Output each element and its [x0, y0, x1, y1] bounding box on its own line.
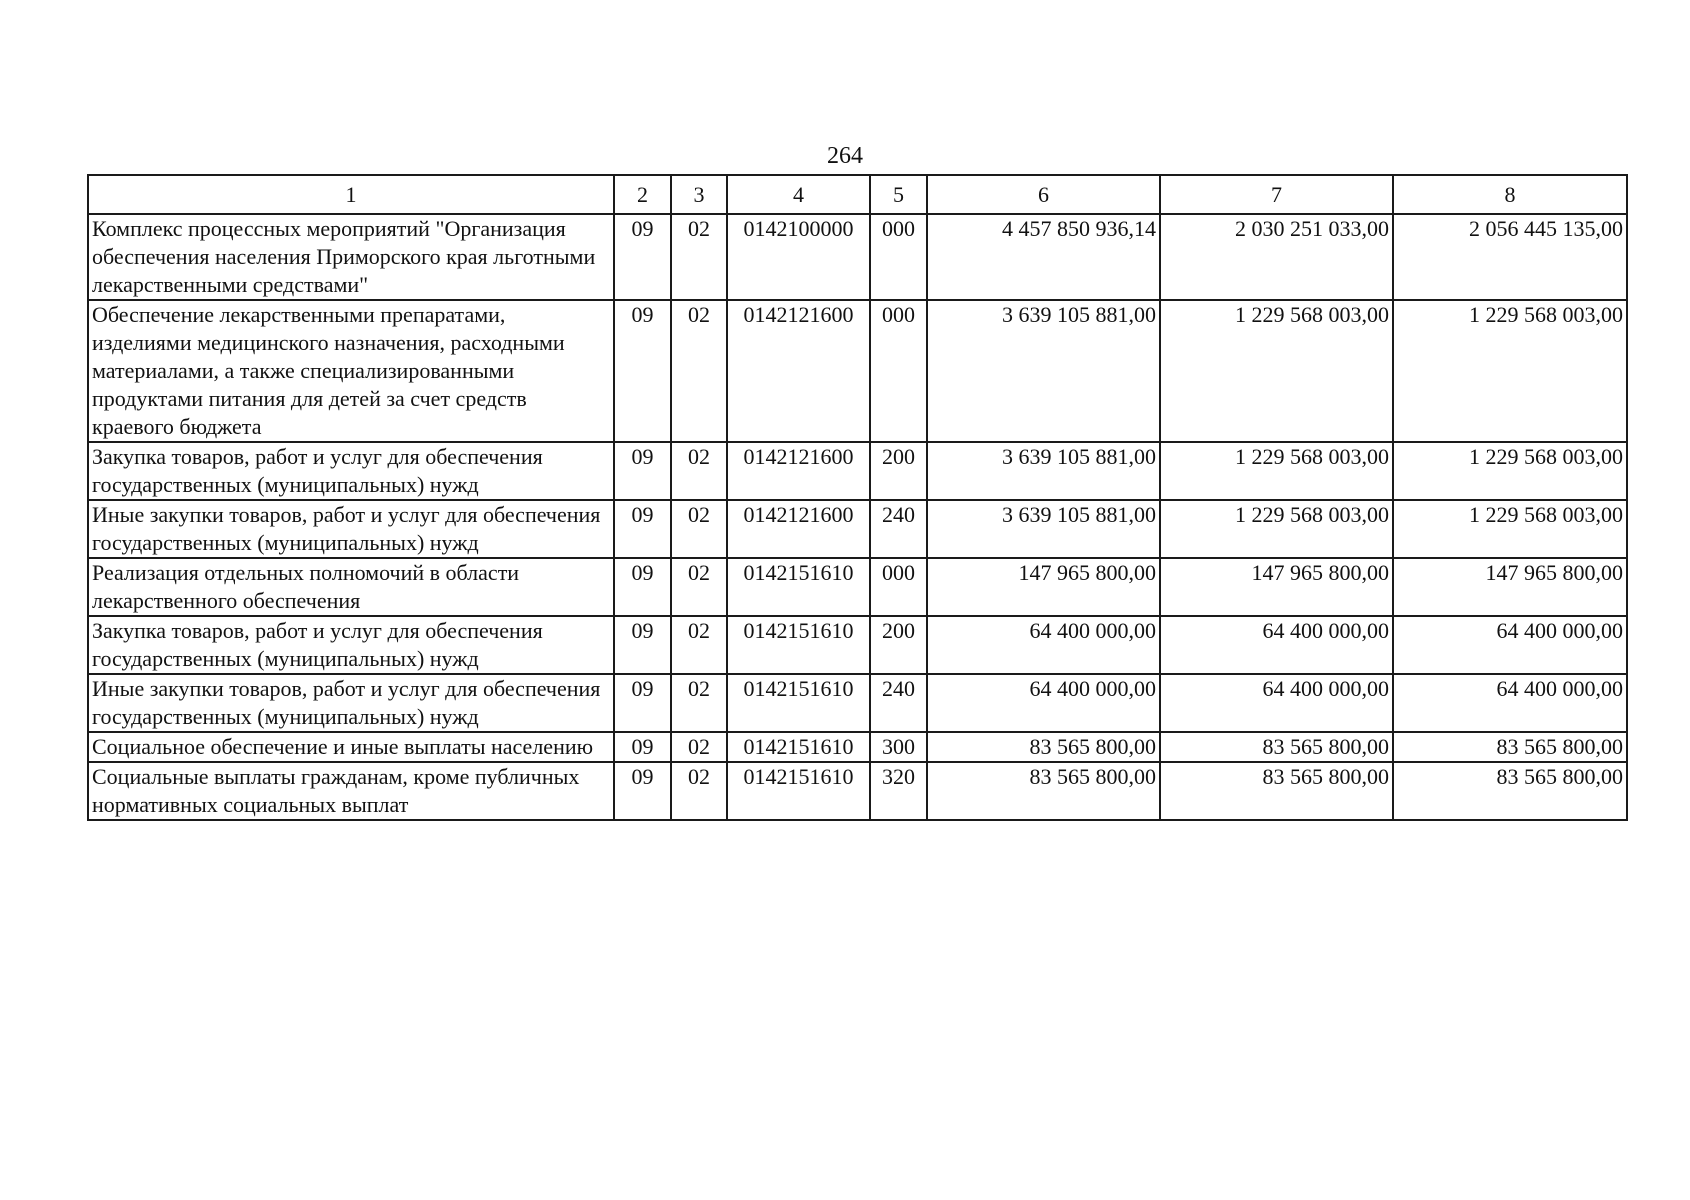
expense-type-code: 320 — [870, 762, 927, 820]
subsection-code: 02 — [671, 558, 727, 616]
subsection-code: 02 — [671, 616, 727, 674]
subsection-code: 02 — [671, 442, 727, 500]
expense-type-code: 000 — [870, 300, 927, 442]
expense-type-code: 240 — [870, 500, 927, 558]
amount-col-6: 64 400 000,00 — [927, 616, 1160, 674]
expense-type-code: 200 — [870, 616, 927, 674]
section-code: 09 — [614, 616, 671, 674]
column-header-4: 4 — [727, 175, 870, 214]
row-description: Иные закупки товаров, работ и услуг для обеспечения государственных (муниципальных) нужд — [88, 674, 614, 732]
table-row — [88, 500, 1627, 558]
amount-col-6: 4 457 850 936,14 — [927, 214, 1160, 300]
table-row — [88, 300, 1627, 442]
amount-col-6: 147 965 800,00 — [927, 558, 1160, 616]
amount-col-7: 64 400 000,00 — [1160, 674, 1393, 732]
row-description: Закупка товаров, работ и услуг для обеспечения государственных (муниципальных) нужд — [88, 616, 614, 674]
section-code: 09 — [614, 732, 671, 762]
expense-type-code: 200 — [870, 442, 927, 500]
column-header-8: 8 — [1393, 175, 1627, 214]
amount-col-7: 83 565 800,00 — [1160, 762, 1393, 820]
target-article-code: 0142151610 — [727, 616, 870, 674]
subsection-code: 02 — [671, 762, 727, 820]
subsection-code: 02 — [671, 300, 727, 442]
amount-col-7: 83 565 800,00 — [1160, 732, 1393, 762]
target-article-code: 0142151610 — [727, 762, 870, 820]
header-row — [88, 175, 1627, 214]
target-article-code: 0142121600 — [727, 442, 870, 500]
table-row — [88, 674, 1627, 732]
section-code: 09 — [614, 500, 671, 558]
amount-col-6: 3 639 105 881,00 — [927, 300, 1160, 442]
amount-col-8: 83 565 800,00 — [1393, 762, 1627, 820]
amount-col-6: 83 565 800,00 — [927, 762, 1160, 820]
section-code: 09 — [614, 214, 671, 300]
row-description: Закупка товаров, работ и услуг для обеспечения государственных (муниципальных) нужд — [88, 442, 614, 500]
table-row — [88, 442, 1627, 500]
amount-col-7: 1 229 568 003,00 — [1160, 500, 1393, 558]
target-article-code: 0142121600 — [727, 300, 870, 442]
expense-type-code: 000 — [870, 558, 927, 616]
target-article-code: 0142100000 — [727, 214, 870, 300]
section-code: 09 — [614, 558, 671, 616]
amount-col-8: 83 565 800,00 — [1393, 732, 1627, 762]
row-description: Иные закупки товаров, работ и услуг для обеспечения государственных (муниципальных) нужд — [88, 500, 614, 558]
table-row — [88, 558, 1627, 616]
amount-col-8: 64 400 000,00 — [1393, 674, 1627, 732]
table-row — [88, 214, 1627, 300]
amount-col-7: 2 030 251 033,00 — [1160, 214, 1393, 300]
column-header-2: 2 — [614, 175, 671, 214]
row-description: Реализация отдельных полномочий в области лекарственного обеспечения — [88, 558, 614, 616]
amount-col-6: 3 639 105 881,00 — [927, 442, 1160, 500]
expense-type-code: 240 — [870, 674, 927, 732]
amount-col-7: 1 229 568 003,00 — [1160, 300, 1393, 442]
amount-col-8: 1 229 568 003,00 — [1393, 442, 1627, 500]
expense-type-code: 300 — [870, 732, 927, 762]
page-number: 264 — [827, 143, 863, 169]
subsection-code: 02 — [671, 674, 727, 732]
subsection-code: 02 — [671, 732, 727, 762]
table-row — [88, 732, 1627, 762]
table-row — [88, 616, 1627, 674]
target-article-code: 0142151610 — [727, 732, 870, 762]
amount-col-8: 64 400 000,00 — [1393, 616, 1627, 674]
expense-type-code: 000 — [870, 214, 927, 300]
amount-col-8: 1 229 568 003,00 — [1393, 300, 1627, 442]
amount-col-6: 64 400 000,00 — [927, 674, 1160, 732]
column-header-7: 7 — [1160, 175, 1393, 214]
target-article-code: 0142151610 — [727, 674, 870, 732]
row-description: Социальные выплаты гражданам, кроме публичных нормативных социальных выплат — [88, 762, 614, 820]
section-code: 09 — [614, 762, 671, 820]
column-header-6: 6 — [927, 175, 1160, 214]
subsection-code: 02 — [671, 500, 727, 558]
target-article-code: 0142121600 — [727, 500, 870, 558]
amount-col-8: 1 229 568 003,00 — [1393, 500, 1627, 558]
column-header-3: 3 — [671, 175, 727, 214]
table-row — [88, 762, 1627, 820]
column-header-5: 5 — [870, 175, 927, 214]
row-description: Обеспечение лекарственными препаратами, изделиями медицинского назначения, расходными материалами, а также специализированными продуктами питания для детей за счет средств краевого бюджета — [88, 300, 614, 442]
amount-col-8: 2 056 445 135,00 — [1393, 214, 1627, 300]
row-description: Комплекс процессных мероприятий "Организация обеспечения населения Приморского края льготными лекарственными средствами" — [88, 214, 614, 300]
amount-col-7: 147 965 800,00 — [1160, 558, 1393, 616]
amount-col-6: 3 639 105 881,00 — [927, 500, 1160, 558]
target-article-code: 0142151610 — [727, 558, 870, 616]
column-header-1: 1 — [88, 175, 614, 214]
budget-table — [87, 174, 1628, 821]
amount-col-8: 147 965 800,00 — [1393, 558, 1627, 616]
row-description: Социальное обеспечение и иные выплаты населению — [88, 732, 614, 762]
amount-col-7: 1 229 568 003,00 — [1160, 442, 1393, 500]
section-code: 09 — [614, 300, 671, 442]
amount-col-7: 64 400 000,00 — [1160, 616, 1393, 674]
amount-col-6: 83 565 800,00 — [927, 732, 1160, 762]
subsection-code: 02 — [671, 214, 727, 300]
section-code: 09 — [614, 674, 671, 732]
section-code: 09 — [614, 442, 671, 500]
